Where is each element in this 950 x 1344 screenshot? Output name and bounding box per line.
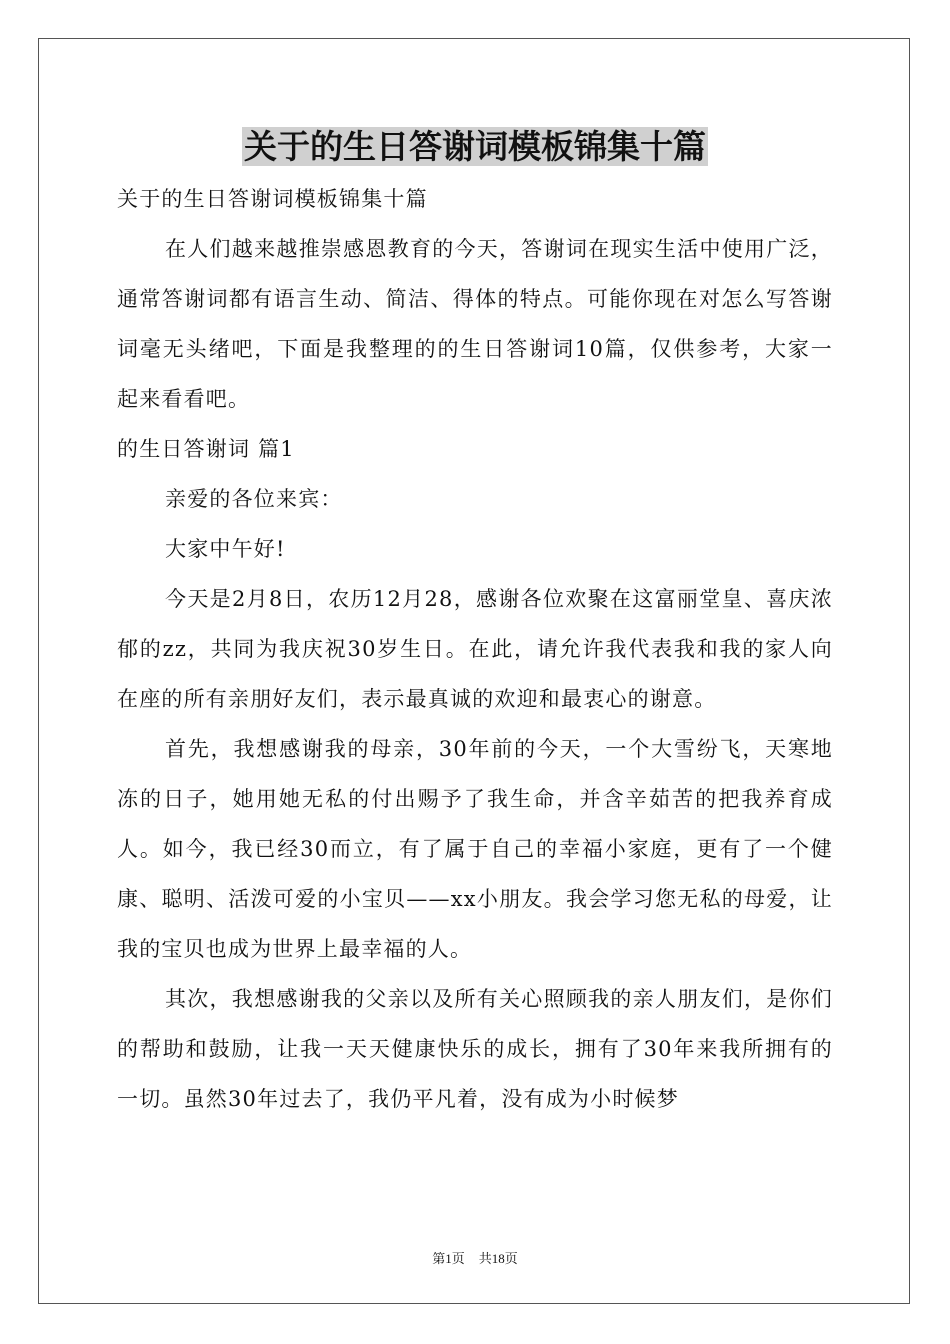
paragraph: 今天是2月8日，农历12月28，感谢各位欢聚在这富丽堂皇、喜庆浓郁的zz，共同为我庆祝30岁生日。在此，请允许我代表我和我的家人向在座的所有亲朋好友们，表示最真诚的欢迎和最衷心的谢意。 [117,587,833,711]
paragraph: 关于的生日答谢词模板锦集十篇 [117,187,428,211]
document-body [117,174,833,1124]
paragraph: 其次，我想感谢我的父亲以及所有关心照顾我的亲人朋友们，是你们的帮助和鼓励，让我一天天健康快乐的成长，拥有了30年来我所拥有的一切。虽然30年过去了，我仍平凡着，没有成为小时候梦 [117,987,833,1111]
page-total: 共18页 [478,1251,518,1266]
section-heading: 的生日答谢词 篇1 [117,437,295,461]
paragraph: 首先，我想感谢我的母亲，30年前的今天，一个大雪纷飞，天寒地冻的日子，她用她无私的付出赐予了我生命，并含辛茹苦的把我养育成人。如今，我已经30而立，有了属于自己的幸福小家庭，更有了一个健康、聪明、活泼可爱的小宝贝——xx小朋友。我会学习您无私的母爱，让我的宝贝也成为世界上最幸福的人。 [117,737,833,961]
page-footer [0,1248,950,1267]
page-number: 第1页 [432,1251,465,1266]
paragraph: 亲爱的各位来宾： [165,487,343,511]
document-title [0,124,950,170]
paragraph: 大家中午好! [165,537,286,561]
document-title-text: 关于的生日答谢词模板锦集十篇 [244,127,706,166]
paragraph: 在人们越来越推崇感恩教育的今天，答谢词在现实生活中使用广泛，通常答谢词都有语言生动、简洁、得体的特点。可能你现在对怎么写答谢词毫无头绪吧，下面是我整理的的生日答谢词10篇，仅供参考，大家一起来看看吧。 [117,237,833,411]
